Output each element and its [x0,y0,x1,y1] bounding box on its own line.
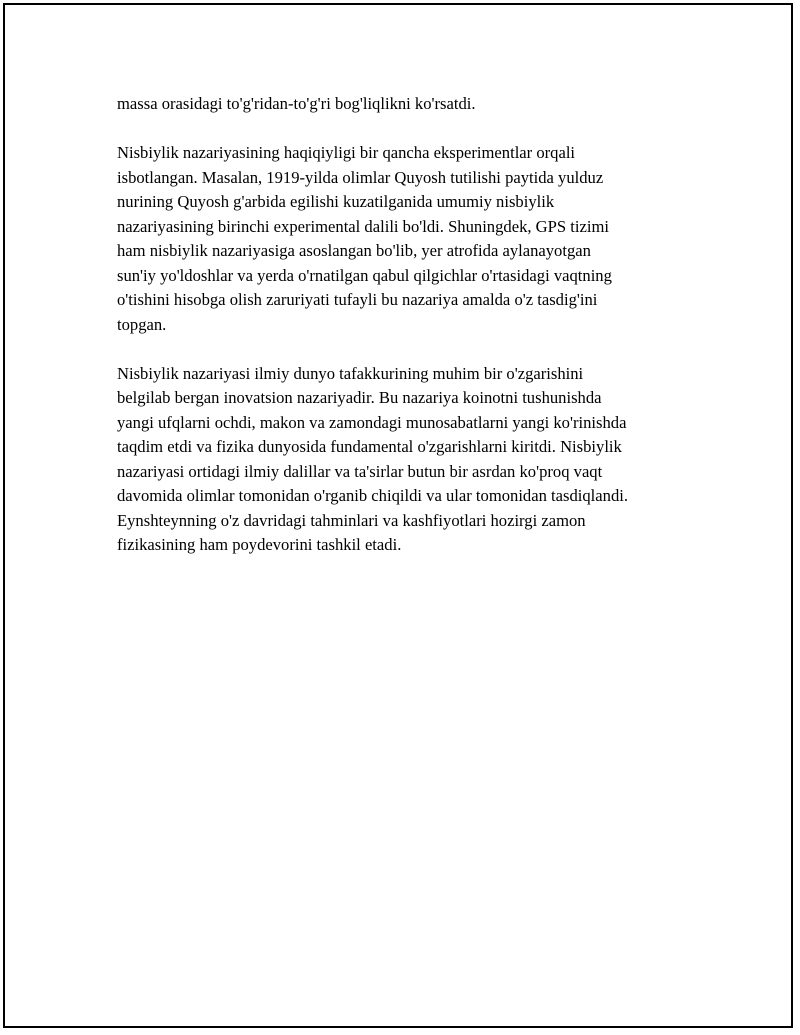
paragraph-3: Nisbiylik nazariyasi ilmiy dunyo tafakkurining muhim bir o'zgarishini belgilab bergan inovatsion nazariyadir. Bu nazariya koinotni tushunishda yangi ufqlarni ochdi, makon va zamondagi munosabatlarni yangi ko'rinishda taqdim etdi va fizika dunyosida fundamental o'zgarishlarni kiritdi. Nisbiylik nazariyasi ortidagi ilmiy dalillar va ta'sirlar butun bir asrdan ko'proq vaqt davomida olimlar tomonidan o'rganib chiqildi va ular tomonidan tasdiqlandi. Eynshteynning o'z davridagi tahminlari va kashfiyotlari hozirgi zamon fizikasining ham poydevorini tashkil etadi. [117,363,629,554]
paragraph-2: Nisbiylik nazariyasining haqiqiyligi bir qancha eksperimentlar orqali isbotlangan. Masalan, 1919-yilda olimlar Quyosh tutilishi paytida yulduz nurining Quyosh g'arbida egilishi kuzatilganida umumiy nisbiylik nazariyasining birinchi experimental dalili bo'ldi. Shuningdek, GPS tizimi ham nisbiylik nazariyasiga asoslangan bo'lib, yer atrofida aylanayotgan sun'iy yo'ldoshlar va yerda o'rnatilgan qabul qilgichlar o'rtasidagi vaqtning o'tishini hisobga olish zaruriyati tufayli bu nazariya amalda o'z tasdig'ini topgan. [117,143,612,334]
paragraph-1: massa orasidagi to'g'ridan-to'g'ri bog'liqlikni ko'rsatdi. [117,94,476,113]
document-body [117,92,707,582]
